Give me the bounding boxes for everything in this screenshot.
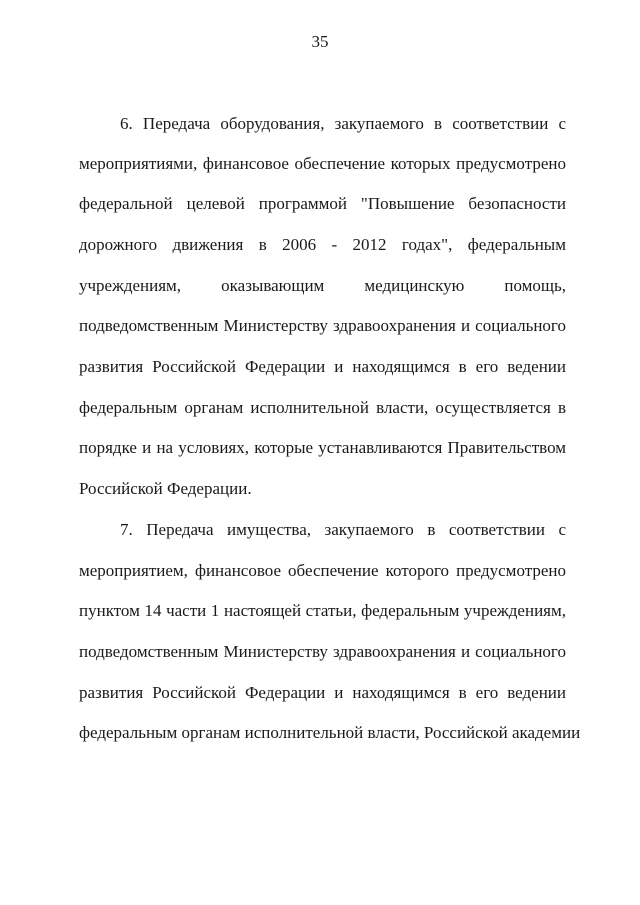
paragraph-line: подведомственным Министерству здравоохранения и социального: [79, 642, 566, 661]
paragraph-line: пунктом 14 части 1 настоящей статьи, федеральным учреждениям,: [79, 601, 566, 620]
paragraph-line: 7. Передача имущества, закупаемого в соответствии с: [120, 520, 566, 539]
paragraph-line: Российской Федерации.: [79, 479, 252, 498]
paragraph-line: федеральным органам исполнительной власти, Российской академии: [79, 723, 581, 742]
paragraph-line: развития Российской Федерации и находящимся в его ведении: [79, 357, 566, 376]
paragraph-line: подведомственным Министерству здравоохранения и социального: [79, 316, 566, 335]
paragraph-line: мероприятиями, финансовое обеспечение которых предусмотрено: [79, 154, 566, 173]
paragraph-line: 6. Передача оборудования, закупаемого в соответствии с: [120, 114, 566, 133]
paragraph-line: федеральным органам исполнительной власти, осуществляется в: [79, 398, 566, 417]
paragraph-line: дорожного движения в 2006 - 2012 годах", федеральным: [79, 235, 566, 254]
paragraph-line: федеральной целевой программой "Повышение безопасности: [79, 194, 566, 213]
page-number: 35: [311, 32, 329, 51]
paragraph-line: развития Российской Федерации и находящимся в его ведении: [79, 683, 566, 702]
paragraph-line: мероприятием, финансовое обеспечение которого предусмотрено: [79, 561, 566, 580]
paragraph-line: порядке и на условиях, которые устанавливаются Правительством: [79, 438, 566, 457]
paragraph-line: учреждениям, оказывающим медицинскую помощь,: [79, 276, 566, 295]
